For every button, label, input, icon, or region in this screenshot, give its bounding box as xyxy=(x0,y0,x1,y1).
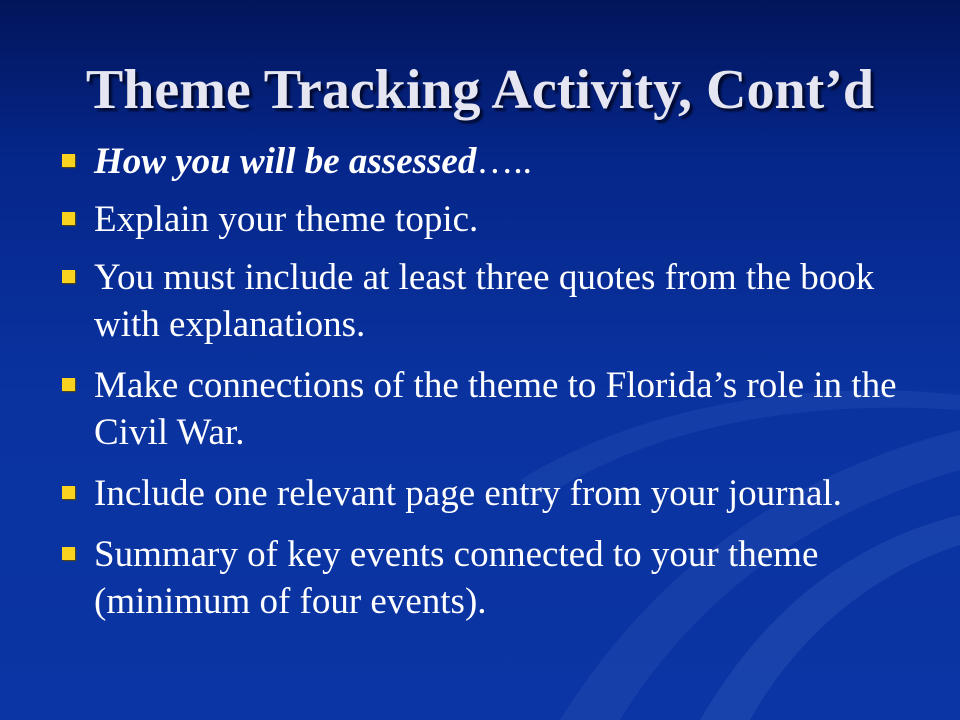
square-bullet-icon xyxy=(62,212,75,225)
square-bullet-icon xyxy=(62,378,75,391)
bullet-item xyxy=(58,138,938,185)
bullet-item xyxy=(58,470,938,517)
bullet-list xyxy=(58,138,938,625)
bullet-text: Summary of key events connected to your theme (minimum of four events). xyxy=(94,534,819,622)
slide-title: Theme Tracking Activity, Cont’d xyxy=(85,59,875,121)
bullet-item xyxy=(58,362,938,456)
bullet-text: Include one relevant page entry from your journal. xyxy=(94,473,842,514)
bullet-text: Explain your theme topic. xyxy=(94,199,479,240)
square-bullet-icon xyxy=(62,154,75,167)
square-bullet-icon xyxy=(62,486,75,499)
bullet-item xyxy=(58,196,938,243)
square-bullet-icon xyxy=(62,270,75,283)
bullet-text: You must include at least three quotes from the book with explanations. xyxy=(94,257,875,345)
bullet-text: ….. xyxy=(476,141,532,182)
bullet-text: Make connections of the theme to Florida’s role in the Civil War. xyxy=(94,365,897,453)
bullet-emphasis: How you will be assessed xyxy=(94,141,477,182)
bullet-item xyxy=(58,254,938,348)
square-bullet-icon xyxy=(62,547,75,560)
bullet-item xyxy=(58,531,938,625)
